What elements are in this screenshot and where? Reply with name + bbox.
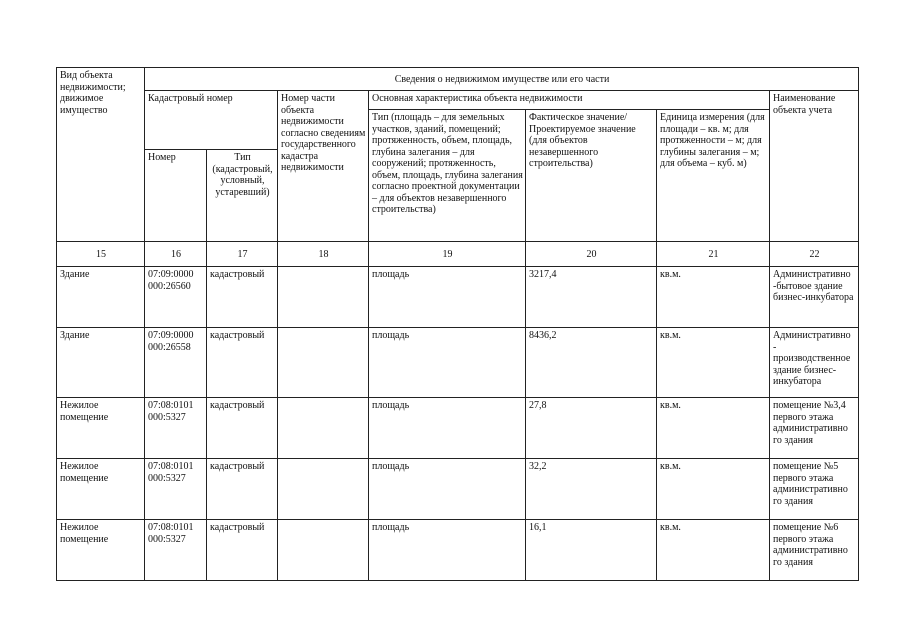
- header-characteristic-unit: Единица измерения (для площади – кв. м; для протяженности – м; для глубины залегания – м; для объема – куб. м): [657, 110, 770, 242]
- property-register-table: [56, 67, 859, 581]
- column-number: 19: [369, 242, 526, 267]
- table-row: [57, 520, 859, 581]
- column-number: 17: [207, 242, 278, 267]
- column-number: 16: [145, 242, 207, 267]
- column-number-row: [57, 242, 859, 267]
- cell-value: 27,8: [526, 398, 657, 459]
- cell-object-name: помещение №6 первого этажа административно го здания: [770, 520, 859, 581]
- cell-part: [278, 267, 369, 328]
- cell-part: [278, 520, 369, 581]
- cell-number: 07:09:0000 000:26558: [145, 328, 207, 398]
- header-type: Тип (кадастровый, условный, устаревший): [207, 150, 278, 242]
- cell-unit: кв.м.: [657, 520, 770, 581]
- cell-part: [278, 328, 369, 398]
- cell-characteristic-type: площадь: [369, 398, 526, 459]
- cell-object-type: Здание: [57, 328, 145, 398]
- cell-unit: кв.м.: [657, 398, 770, 459]
- cell-type: кадастровый: [207, 328, 278, 398]
- cell-type: кадастровый: [207, 267, 278, 328]
- table-row: [57, 398, 859, 459]
- table-row: [57, 459, 859, 520]
- cell-characteristic-type: площадь: [369, 328, 526, 398]
- cell-object-name: Административно -бытовое здание бизнес-инкубатора: [770, 267, 859, 328]
- header-object-type: Вид объекта недвижимости; движимое имущество: [57, 68, 145, 242]
- cell-object-name: помещение №3,4 первого этажа административно го здания: [770, 398, 859, 459]
- cell-object-type: Здание: [57, 267, 145, 328]
- column-number: 21: [657, 242, 770, 267]
- column-number: 15: [57, 242, 145, 267]
- cell-number: 07:08:0101 000:5327: [145, 398, 207, 459]
- cell-type: кадастровый: [207, 459, 278, 520]
- cell-number: 07:09:0000 000:26560: [145, 267, 207, 328]
- cell-characteristic-type: площадь: [369, 520, 526, 581]
- cell-object-name: помещение №5 первого этажа административно го здания: [770, 459, 859, 520]
- table-row: [57, 267, 859, 328]
- column-number: 18: [278, 242, 369, 267]
- cell-unit: кв.м.: [657, 328, 770, 398]
- header-characteristic-type: Тип (площадь – для земельных участков, зданий, помещений; протяженность, объем, площадь, глубина залегания – для сооружений; протяженность, объем, площадь, глубина залегания согласно проектной документации – для объектов незавершенного строительства): [369, 110, 526, 242]
- cell-object-type: Нежилое помещение: [57, 398, 145, 459]
- cell-object-type: Нежилое помещение: [57, 520, 145, 581]
- cell-type: кадастровый: [207, 520, 278, 581]
- cell-number: 07:08:0101 000:5327: [145, 459, 207, 520]
- cell-value: 3217,4: [526, 267, 657, 328]
- cell-unit: кв.м.: [657, 459, 770, 520]
- cell-part: [278, 398, 369, 459]
- header-part-number: Номер части объекта недвижимости согласно сведениям государственного кадастра недвижимости: [278, 91, 369, 242]
- cell-characteristic-type: площадь: [369, 459, 526, 520]
- cell-value: 16,1: [526, 520, 657, 581]
- cell-number: 07:08:0101 000:5327: [145, 520, 207, 581]
- cell-unit: кв.м.: [657, 267, 770, 328]
- cell-value: 8436,2: [526, 328, 657, 398]
- header-main-characteristic: Основная характеристика объекта недвижимости: [369, 91, 770, 110]
- cell-object-name: Административно - производственное здание бизнес-инкубатора: [770, 328, 859, 398]
- column-number: 20: [526, 242, 657, 267]
- header-characteristic-value: Фактическое значение/Проектируемое значение (для объектов незавершенного строительства): [526, 110, 657, 242]
- header-object-name: Наименование объекта учета: [770, 91, 859, 242]
- cell-characteristic-type: площадь: [369, 267, 526, 328]
- header-cadastral-number: Кадастровый номер: [145, 91, 278, 150]
- table-row: [57, 328, 859, 398]
- header-property-info: Сведения о недвижимом имуществе или его части: [145, 68, 859, 91]
- cell-part: [278, 459, 369, 520]
- column-number: 22: [770, 242, 859, 267]
- cell-type: кадастровый: [207, 398, 278, 459]
- cell-object-type: Нежилое помещение: [57, 459, 145, 520]
- header-number: Номер: [145, 150, 207, 242]
- cell-value: 32,2: [526, 459, 657, 520]
